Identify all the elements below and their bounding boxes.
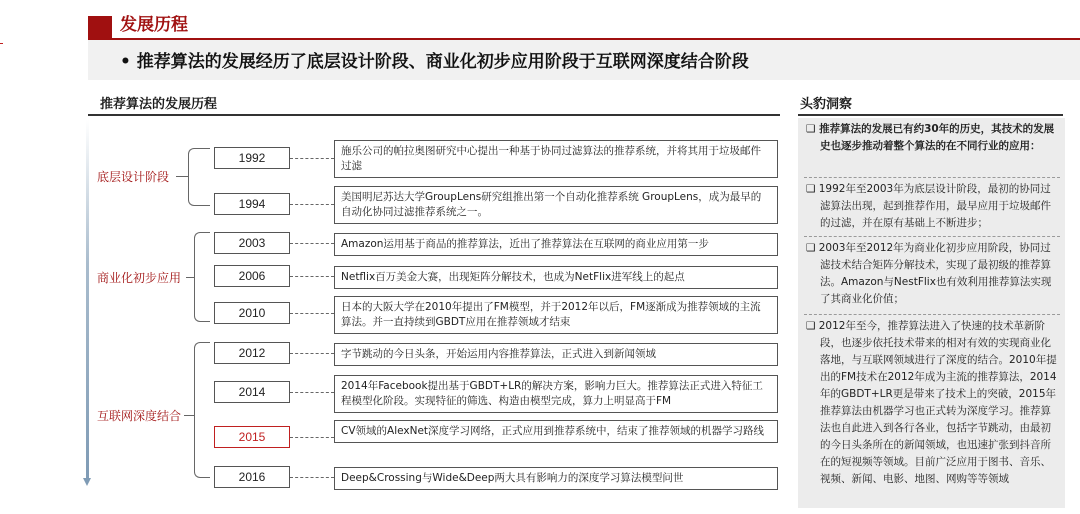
event-2015-desc: CV领域的AlexNet深度学习网络，正式应用到推荐系统中，结束了推荐领域的机器学习路线 [334,420,778,443]
year-2003: 2003 [214,232,290,254]
year-1994: 1994 [214,193,290,215]
phase-brace [194,232,210,322]
phase-brace [194,342,210,478]
insight-phase-design: ❑ 1992年至2003年为底层设计阶段，最初的协同过滤算法出现，起到推荐作用，最早应用于垃圾邮件的过滤，并在原有基础上不断进步； [806,183,1051,229]
insight-divider [804,177,1060,178]
insight-summary: ❑ 推荐算法的发展已有约30年的历史，其技术的发展史也逐步推动着整个算法的在不同行业的应用： [806,123,1055,152]
connector-line [290,477,334,478]
section-title: 发展历程 [120,15,188,35]
phase-label-commercial: 商业化初步应用 [97,271,182,285]
connector-line [290,276,334,277]
insight-divider [804,236,1060,237]
event-1994-desc: 美国明尼苏达大学GroupLens研究组推出第一个自动化推荐系统 GroupLens，成为最早的自动化协同过滤推荐系统之一。 [334,186,778,224]
event-2006-desc: Netflix百万美金大赛，出现矩阵分解技术，也成为NetFlix进军线上的起点 [334,266,778,289]
connector-line [290,437,334,438]
insight-phase-commercial: ❑ 2003年至2012年为商业化初步应用阶段，协同过滤技术结合矩阵分解技术，实现了最初级的推荐算法。Amazon与NestFlix也有效利用推荐算法实现了其商业化价值； [806,242,1052,305]
phase-label-design: 底层设计阶段 [97,170,170,184]
insight-divider [804,314,1060,315]
timeline-axis [86,120,89,480]
insights-heading: 头豹洞察 [800,97,853,112]
brace-tick [186,277,194,278]
insight-phase-internet: ❑ 2012年至今，推荐算法进入了快速的技术革新阶段，也逐步依托技术带来的相对有效的实现商业化落地，与互联网领域进行了深度的结合。2010年提出的FM技术在2012年成为主流的推荐算法，2014年的GBDT+LR更是带来了技术上的突破，2015年推荐算法由机器学习也正式转为深度学习。推荐算法也自此进入到各行各业，包括字节跳动，由最初的今日头条所在的新闻领域，也迅速扩张到抖音所在的短视频等领域。目前广泛应用于图书、音乐、视频、新闻、电影、地图、网购等等领域 [806,320,1057,485]
year-2010: 2010 [214,302,290,324]
connector-line [290,392,334,393]
connector-line [290,313,334,314]
event-2003-desc: Amazon运用基于商品的推荐算法，近出了推荐算法在互联网的商业应用第一步 [334,233,778,256]
year-2014: 2014 [214,381,290,403]
connector-line [290,243,334,244]
event-2014-desc: 2014年Facebook提出基于GBDT+LR的解决方案，影响力巨大。推荐算法正式进入特征工程模型化阶段。实现特征的筛选、构造由模型完成，算力上明显高于FM [334,375,778,413]
slide-subtitle: • 推荐算法的发展经历了底层设计阶段、商业化初步应用阶段于互联网深度结合阶段 [120,52,749,72]
event-2010-desc: 日本的大阪大学在2010年提出了FM模型，并于2012年以后，FM逐渐成为推荐领域的主流算法。并一直持续到GBDT应用在推荐领域才结束 [334,296,778,334]
event-2012-desc: 字节跳动的今日头条，开始运用内容推荐算法，正式进入到新闻领域 [334,343,778,366]
connector-line [290,204,334,205]
timeline-heading-rule [88,114,780,116]
section-marker [88,16,112,40]
brace-tick [184,415,194,416]
brace-tick [176,176,188,177]
connector-line [290,353,334,354]
phase-brace [188,148,210,206]
connector-line [290,158,334,159]
event-2016-desc: Deep&Crossing与Wide&Deep两大具有影响力的深度学习算法模型问世 [334,467,778,490]
event-1992-desc: 施乐公司的帕拉奥图研究中心提出一种基于协同过滤算法的推荐系统，并将其用于垃圾邮件过滤 [334,140,778,178]
insights-heading-rule [798,114,1063,116]
year-2016: 2016 [214,466,290,488]
year-2006: 2006 [214,265,290,287]
timeline-arrow-icon [83,478,91,486]
year-2012: 2012 [214,342,290,364]
timeline-heading: 推荐算法的发展历程 [100,97,218,112]
slide-edge-mark [0,43,3,44]
year-2015: 2015 [214,426,290,448]
phase-label-internet: 互联网深度结合 [97,409,182,423]
year-1992: 1992 [214,147,290,169]
